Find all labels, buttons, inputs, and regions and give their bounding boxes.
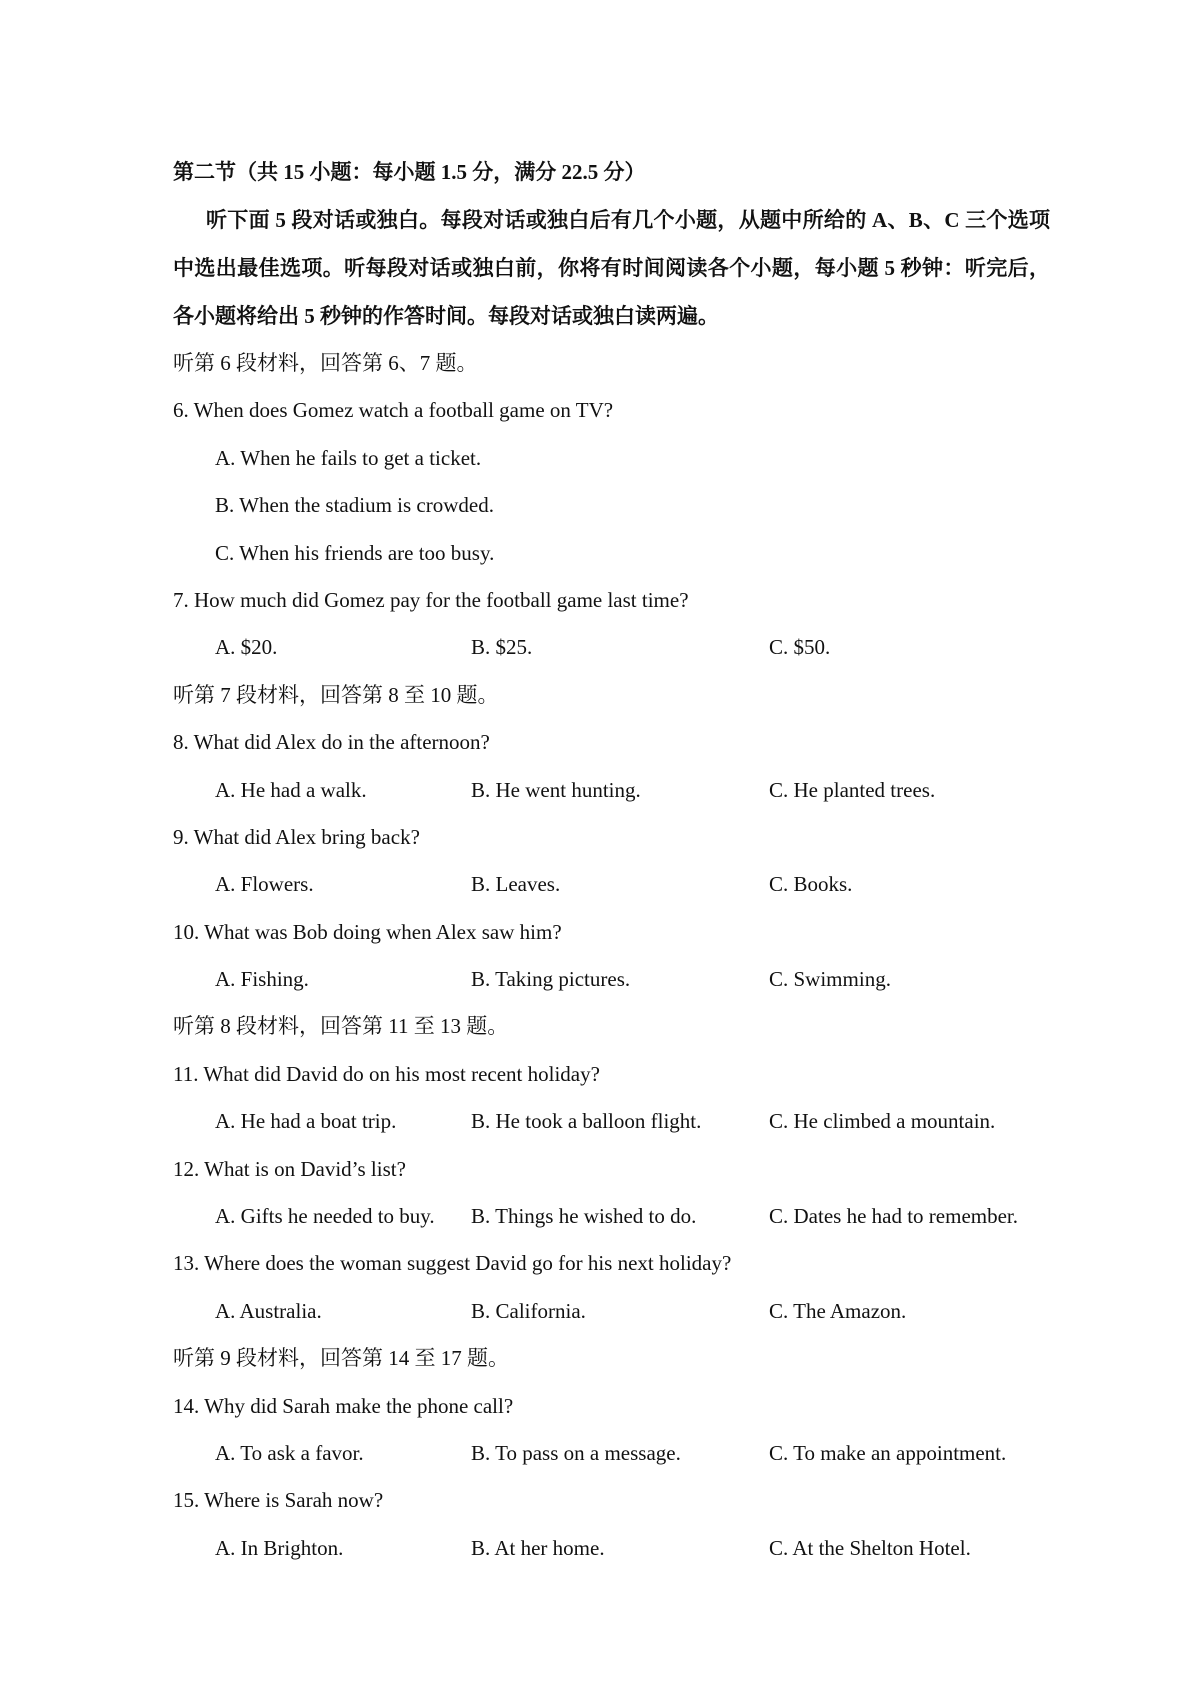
section-instructions: 听下面 5 段对话或独白。每段对话或独白后有几个小题，从题中所给的 A、B、C 三个选项中选出最佳选项。听每段对话或独白前，你将有时间阅读各个小题，每小题 5 秒钟：听完后，各小题将给出 5 秒钟的作答时间。每段对话或独白读两遍。 [173, 208, 1050, 328]
question-text: 7. How much did Gomez pay for the football game last time? [173, 587, 689, 612]
answer-option-c: C. Swimming. [769, 967, 891, 992]
option-group [173, 1525, 1050, 1572]
answer-option-a: A. $20. [215, 635, 278, 660]
answer-option-b: B. At her home. [471, 1535, 605, 1560]
material-heading: 听第 6 段材料，回答第 6、7 题。 [173, 351, 478, 375]
answer-option-a: A. Gifts he needed to buy. [215, 1204, 435, 1229]
section-heading: 第二节（共 15 小题：每小题 1.5 分，满分 22.5 分） [173, 160, 646, 184]
option-group [173, 624, 1050, 671]
answer-option-c: C. At the Shelton Hotel. [769, 1535, 971, 1560]
question-text: 13. Where does the woman suggest David go for his next holiday? [173, 1251, 732, 1276]
question-text: 12. What is on David’s list? [173, 1156, 406, 1181]
answer-option-a: A. Flowers. [215, 872, 314, 897]
material-heading: 听第 7 段材料，回答第 8 至 10 题。 [173, 682, 499, 707]
answer-option-b: B. He took a balloon flight. [471, 1109, 702, 1134]
option-group [173, 861, 1050, 908]
materials-list [173, 340, 1050, 1572]
answer-option-c: C. He planted trees. [769, 777, 936, 802]
option-group [173, 435, 1050, 577]
answer-option-b: B. Leaves. [471, 872, 561, 897]
answer-option-b: B. He went hunting. [471, 777, 641, 802]
answer-option-b: B. When the stadium is crowded. [215, 493, 494, 518]
option-group [173, 1288, 1050, 1335]
material-heading: 听第 9 段材料，回答第 14 至 17 题。 [173, 1346, 509, 1371]
question-text: 6. When does Gomez watch a football game on TV? [173, 398, 614, 423]
answer-option-b: B. $25. [471, 635, 533, 660]
answer-option-c: C. To make an appointment. [769, 1440, 1007, 1465]
question-text: 11. What did David do on his most recent holiday? [173, 1061, 600, 1086]
answer-option-c: C. He climbed a mountain. [769, 1109, 996, 1134]
answer-option-c: C. When his friends are too busy. [215, 540, 495, 565]
material-heading: 听第 8 段材料，回答第 11 至 13 题。 [173, 1014, 509, 1039]
question-text: 8. What did Alex do in the afternoon? [173, 730, 490, 755]
answer-option-a: A. To ask a favor. [215, 1440, 364, 1465]
answer-option-b: B. Taking pictures. [471, 967, 631, 992]
answer-option-b: B. California. [471, 1298, 586, 1323]
answer-option-c: C. Books. [769, 872, 853, 897]
answer-option-c: C. $50. [769, 635, 831, 660]
answer-option-a: A. In Brighton. [215, 1535, 344, 1560]
option-group [173, 956, 1050, 1003]
question-text: 9. What did Alex bring back? [173, 824, 420, 849]
question-text: 10. What was Bob doing when Alex saw him? [173, 919, 562, 944]
answer-option-b: B. To pass on a message. [471, 1440, 681, 1465]
answer-option-b: B. Things he wished to do. [471, 1204, 697, 1229]
question-text: 14. Why did Sarah make the phone call? [173, 1393, 514, 1418]
option-group [173, 1098, 1050, 1145]
answer-option-c: C. Dates he had to remember. [769, 1204, 1019, 1229]
answer-option-c: C. The Amazon. [769, 1298, 907, 1323]
answer-option-a: A. Australia. [215, 1298, 322, 1323]
option-group [173, 767, 1050, 814]
question-text: 15. Where is Sarah now? [173, 1488, 384, 1513]
option-group [173, 1193, 1050, 1240]
answer-option-a: A. He had a walk. [215, 777, 367, 802]
answer-option-a: A. Fishing. [215, 967, 309, 992]
option-group [173, 1430, 1050, 1477]
answer-option-a: A. He had a boat trip. [215, 1109, 397, 1134]
answer-option-a: A. When he fails to get a ticket. [215, 445, 482, 470]
